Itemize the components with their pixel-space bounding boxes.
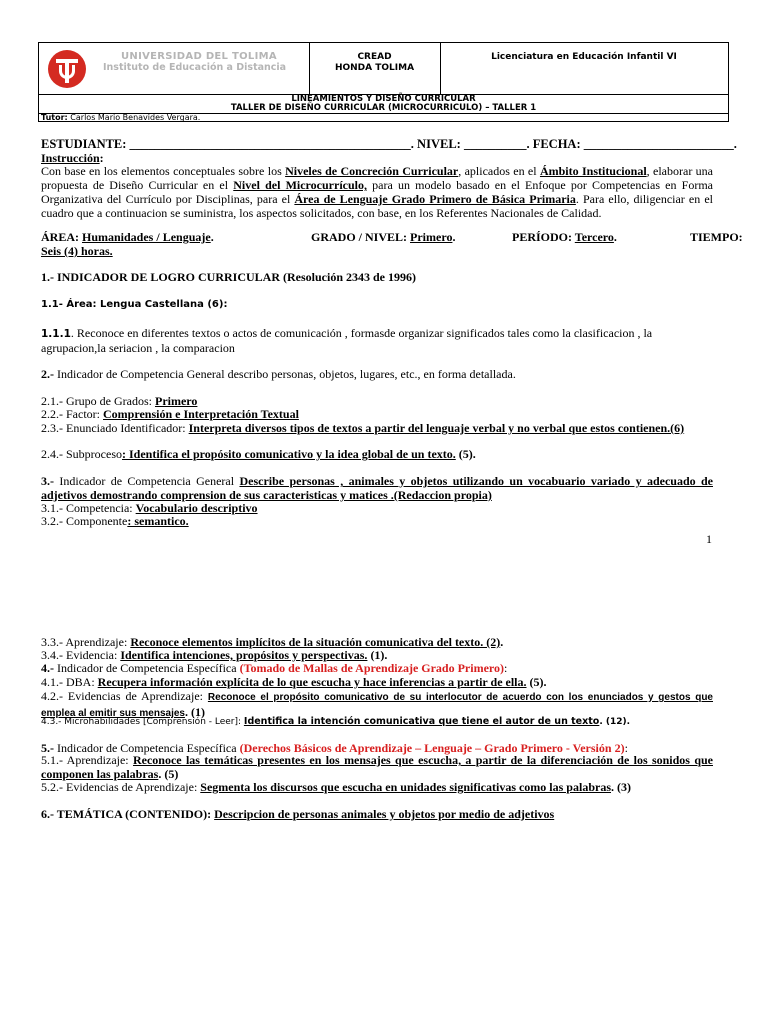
section-3-4: 3.4.- Evidencia: Identifica intenciones, propósitos y perspectivas. (1). [41,648,388,662]
section-1-title: 1.- INDICADOR DE LOGRO CURRICULAR (Resolución 2343 de 1996) [41,270,417,284]
doc-title-line2: TALLER DE DISEÑO CURRICULAR (MICROCURRICULO) – TALLER 1 [230,103,537,113]
section-3-3: 3.3.- Aprendizaje: Reconoce elementos implícitos de la situación comunicativa del texto. (2). [41,635,504,649]
section-1-1-1-text: 1.1.1. Reconoce en diferentes textos o actos de comunicación , formasde organizar significados tales como la clasificacion , la agrupacion,la seriacion , la comparacion [41,326,653,355]
page-number: 1 [706,532,712,546]
tiempo-label: TIEMPO: [690,230,743,244]
section-5-text: 5.- Indicador de Competencia Específica (Derechos Básicos de Aprendizaje – Lenguaje – Grado Primero - Versión 2): [41,741,628,755]
tutor-label: Tutor: [41,113,68,122]
section-2-text: 2.- Indicador de Competencia General describo personas, objetos, lugares, etc., en forma detallada. [41,367,516,381]
instruction-title: Instrucción: [41,151,104,165]
header-program-cell [440,43,728,94]
key-nivel-micro: Nivel del Microcurrículo, [233,178,367,192]
section-4-1: 4.1.- DBA: Recupera información explícita de lo que escucha y hace inferencias a partir de ella. (5). [41,675,547,689]
section-1-1-title: 1.1- Área: Lengua Castellana (6): [41,299,228,310]
section-4-2: 4.2.- Evidencias de Aprendizaje: Reconoce el propósito comunicativo de su interlocutor de acuerdo con los enunciados y gestos que emplea al emitir sus mensajes. (1) [41,689,713,719]
tutor-name: Carlos Mario Benavides Vergara. [70,113,201,122]
section-3-2: 3.2.- Componente: semantico. [41,514,189,528]
section-2-4: 2.4.- Subproceso: Identifica el propósito comunicativo y la idea global de un texto. (5). [41,447,476,461]
section-2-3: 2.3.- Enunciado Identificador: Interpreta diversos tipos de textos a partir del lenguaje verbal y no verbal que estos contienen.(6) [41,421,685,435]
doc-title-line1: LINEAMIENTOS Y DISEÑO CURRICULAR [291,94,476,104]
program-name: Licenciatura en Educación Infantil VI [491,52,677,62]
section-4-text: 4.- Indicador de Competencia Específica (Tomado de Mallas de Aprendizaje Grado Primero): [41,661,508,675]
section-5-2: 5.2.- Evidencias de Aprendizaje: Segmenta los discursos que escucha en unidades significativas como las palabras. (3) [41,780,631,794]
student-info-line: ESTUDIANTE: _____________________________________________. NIVEL: __________. FECHA: ________________________. [41,137,737,151]
cread-line2: HONDA TOLIMA [334,63,415,73]
section-5-1: 5.1.- Aprendizaje: Reconoce las temáticas presentes en los mensajes que escucha, a partir de la diferenciación de los sonidos que componen las palabras. (5) [41,753,713,781]
section-2-1: 2.1.- Grupo de Grados: Primero [41,394,198,408]
institute-name: Instituto de Educación a Distancia [103,62,287,73]
header-doc-title-row [39,94,728,114]
university-logo-icon [48,50,86,88]
header-table [38,42,729,122]
cread-line1: CREAD [357,52,392,62]
area-field: ÁREA: Humanidades / Lenguaje. [41,230,214,244]
section-4-3: 4.3.- Microhabilidades [Comprensión - Leer]: Identifica la intención comunicativa que tiene el autor de un texto. (12). [41,716,631,727]
key-area-lenguaje: Área de Lenguaje Grado Primero de Básica Primaria [294,192,576,206]
grado-field: GRADO / NIVEL: Primero. [311,230,456,244]
key-niveles: Niveles de Concreción Curricular [285,164,459,178]
section-3-text: 3.- Indicador de Competencia General Describe personas , animales y objetos utilizando un vocabuario variado y adecuado de adjetivos demostrando comprension de sus caracteristicas y matices .(Redaccion propia) [41,474,713,502]
tutor-line [41,113,200,122]
key-ambito: Ámbito Institucional [539,164,647,178]
university-name: UNIVERSIDAD DEL TOLIMA [121,51,277,62]
section-6-tematica: 6.- TEMÁTICA (CONTENIDO): Descripcion de personas animales y objetos por medio de adjetivos [41,807,555,821]
section-3-1: 3.1.- Competencia: Vocabulario descriptivo [41,501,258,515]
header-cread-cell [309,43,441,94]
instruction-paragraph: Con base en los elementos conceptuales sobre los Niveles de Concreción Curricular, aplicados en el Ámbito Institucional, elaborar una propuesta de Diseño Curricular en el Nivel del Microcurrículo, para un modelo basado en el Enfoque por Competencias en Forma Organizativa del Currículo por Disciplinas, para el Área de Lenguaje Grado Primero de Básica Primaria. Para ello, diligenciar en el cuadro que a continuacion se suministra, los aspectos solicitados, con base, en los Referentes Nacionales de Calidad. [41,164,713,220]
header-logo-cell [39,43,310,94]
section-2-2: 2.2.- Factor: Comprensión e Interpretación Textual [41,407,299,421]
periodo-field: PERÍODO: Tercero. [512,230,617,244]
tiempo-value: Seis (4) horas. [41,244,113,258]
